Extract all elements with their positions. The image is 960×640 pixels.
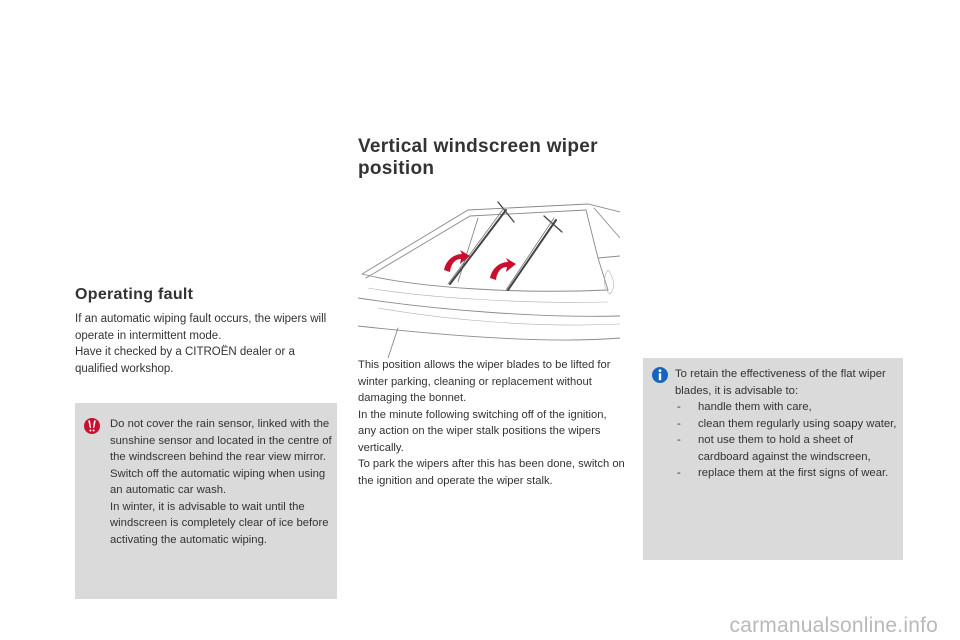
info-bullet-list <box>675 399 897 482</box>
info-bullet-item: - not use them to hold a sheet of cardboard against the windscreen, <box>675 432 897 465</box>
vertical-paragraph: To park the wipers after this has been done, switch on the ignition and operate the wiper stalk. <box>358 458 625 487</box>
operating-fault-paragraph: If an automatic wiping fault occurs, the wipers will operate in intermittent mode. <box>75 313 327 342</box>
warning-paragraph: Switch off the automatic wiping when using an automatic car wash. <box>110 467 326 496</box>
vertical-paragraph: This position allows the wiper blades to be lifted for winter parking, cleaning or replacement without damaging the bonnet. <box>358 359 611 404</box>
info-bullet-item: - replace them at the first signs of wear. <box>675 465 897 482</box>
vertical-paragraph: In the minute following switching off of the ignition, any action on the wiper stalk positions the wipers vertically. <box>358 408 607 454</box>
info-bullet-item: - clean them regularly using soapy water, <box>675 416 897 433</box>
info-note-text <box>675 366 897 482</box>
operating-fault-paragraph: Have it checked by a CITROËN dealer or a qualified workshop. <box>75 346 295 375</box>
windscreen-wipers-raised-illustration <box>358 198 620 358</box>
warning-paragraph: Do not cover the rain sensor, linked with the sunshine sensor and located in the centre of the windscreen behind the rear view mirror. <box>110 418 332 463</box>
watermark: carmanualsonline.info <box>729 614 938 637</box>
operating-fault-body <box>75 311 337 377</box>
warning-exclamation-icon <box>83 417 101 435</box>
info-icon <box>651 366 669 384</box>
operating-fault-title: Operating fault <box>75 286 194 303</box>
info-intro: To retain the effectiveness of the flat wiper blades, it is advisable to: <box>675 368 886 397</box>
warning-note-text <box>110 416 332 548</box>
info-note-box <box>643 358 903 560</box>
vertical-position-title: Vertical windscreen wiper position <box>358 136 598 179</box>
warning-note-box <box>75 403 337 599</box>
vertical-position-body <box>358 357 626 489</box>
info-bullet-item: - handle them with care, <box>675 399 897 416</box>
warning-paragraph: In winter, it is advisable to wait until the windscreen is completely clear of ice before activating the automatic wiping. <box>110 500 329 546</box>
